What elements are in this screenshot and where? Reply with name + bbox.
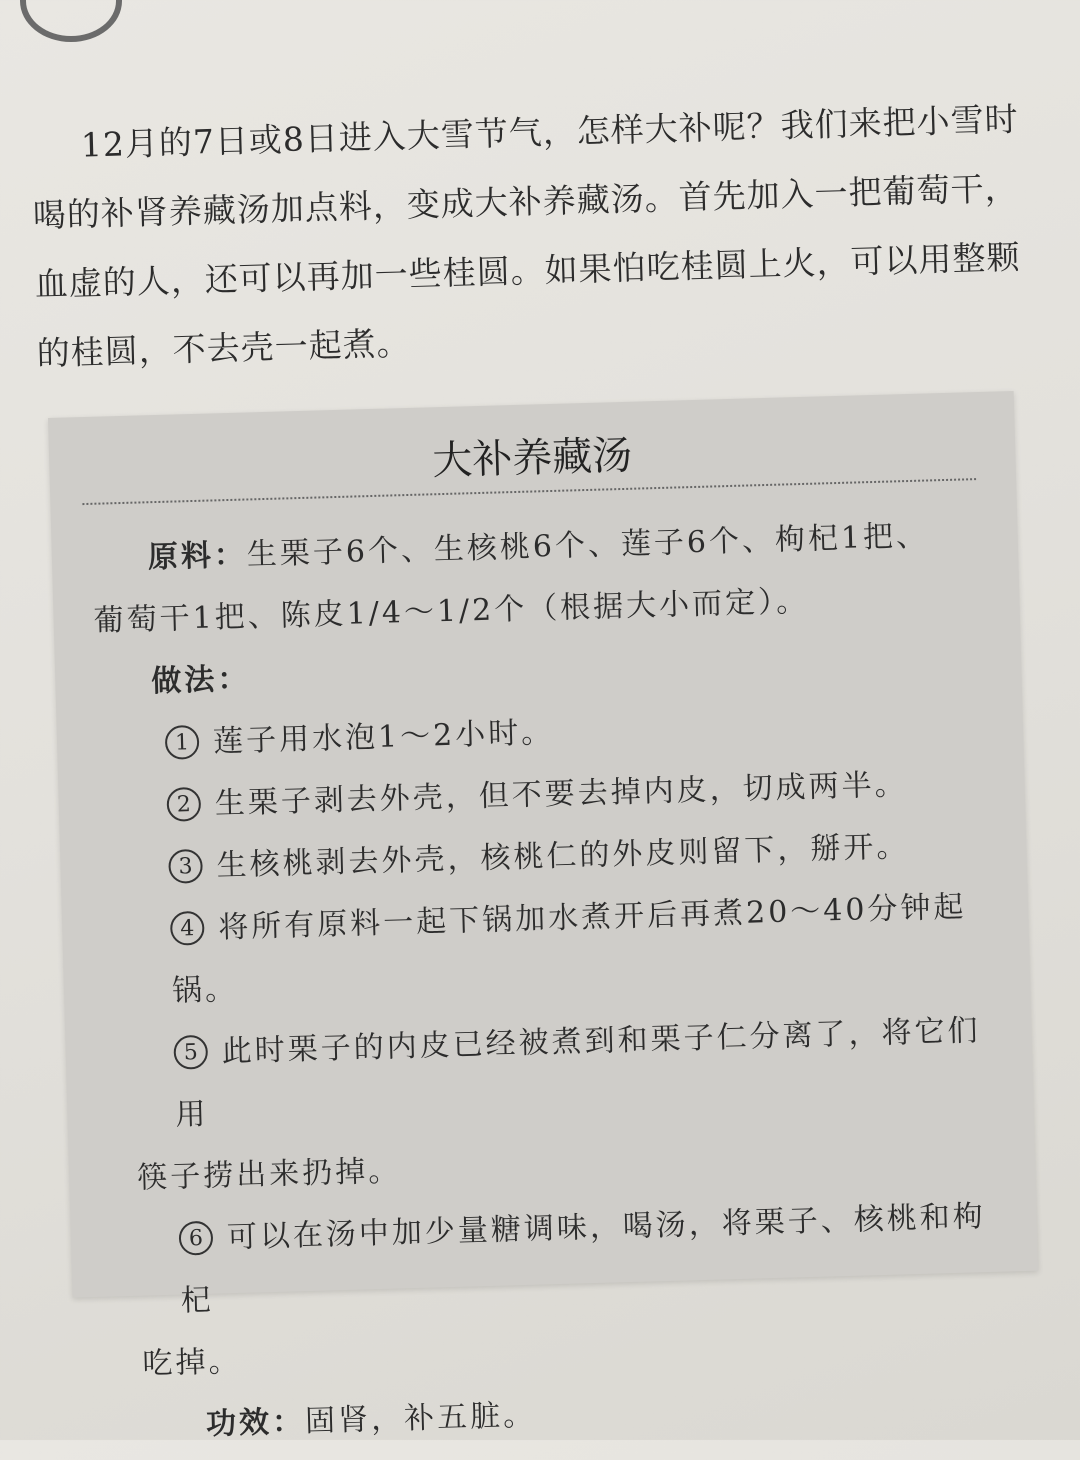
step-text: 生栗子剥去外壳，但不要去掉内皮，切成两半。 — [214, 767, 909, 822]
recipe-body — [91, 504, 1017, 1459]
intro-section — [30, 84, 1027, 388]
ingredients-label: 原料： — [147, 537, 248, 576]
step-number: 1 — [165, 725, 200, 760]
step-number: 5 — [173, 1035, 208, 1070]
ingredients-text-1: 生栗子6个、生核桃6个、莲子6个、枸杞1把、 — [246, 518, 930, 573]
step-number: 2 — [166, 787, 201, 822]
recipe-box — [48, 391, 1038, 1442]
ingredients-line-2: 葡萄干1把、陈皮1/4～1/2个（根据大小而定）。 — [93, 583, 810, 639]
step-text: 莲子用水泡1～2小时。 — [212, 714, 555, 760]
corner-mark — [20, 0, 122, 42]
step-number: 3 — [168, 849, 203, 884]
effect-text: 固肾，补五脏。 — [304, 1397, 537, 1440]
step-text: 将所有原料一起下锅加水煮开后再煮20～40分钟起锅。 — [171, 889, 967, 1009]
method-label: 做法： — [150, 661, 251, 700]
step-number: 4 — [170, 911, 205, 946]
step-6-continuation: 吃掉。 — [141, 1343, 242, 1382]
recipe-title: 大补养藏汤 — [431, 432, 633, 485]
intro-paragraph: 12月的7日或8日进入大雪节气，怎样大补呢？我们来把小雪时喝的补肾养藏汤加点料，变成大补养藏汤。首先加入一把葡萄干，血虚的人，还可以再加一些桂圆。如果怕吃桂圆上火，可以用整颗的桂圆，不去壳一起煮。 — [32, 99, 1021, 373]
step-number: 6 — [178, 1221, 213, 1256]
step-text: 此时栗子的内皮已经被煮到和栗子仁分离了，将它们用 — [175, 1013, 981, 1133]
step-5-continuation: 筷子捞出来扔掉。 — [136, 1153, 402, 1196]
effect-label: 功效： — [205, 1404, 306, 1442]
step-text: 生核桃剥去外壳，核桃仁的外皮则留下，掰开。 — [216, 829, 910, 884]
step-text: 可以在汤中加少量糖调味，喝汤，将栗子、核桃和枸杞 — [180, 1199, 987, 1319]
